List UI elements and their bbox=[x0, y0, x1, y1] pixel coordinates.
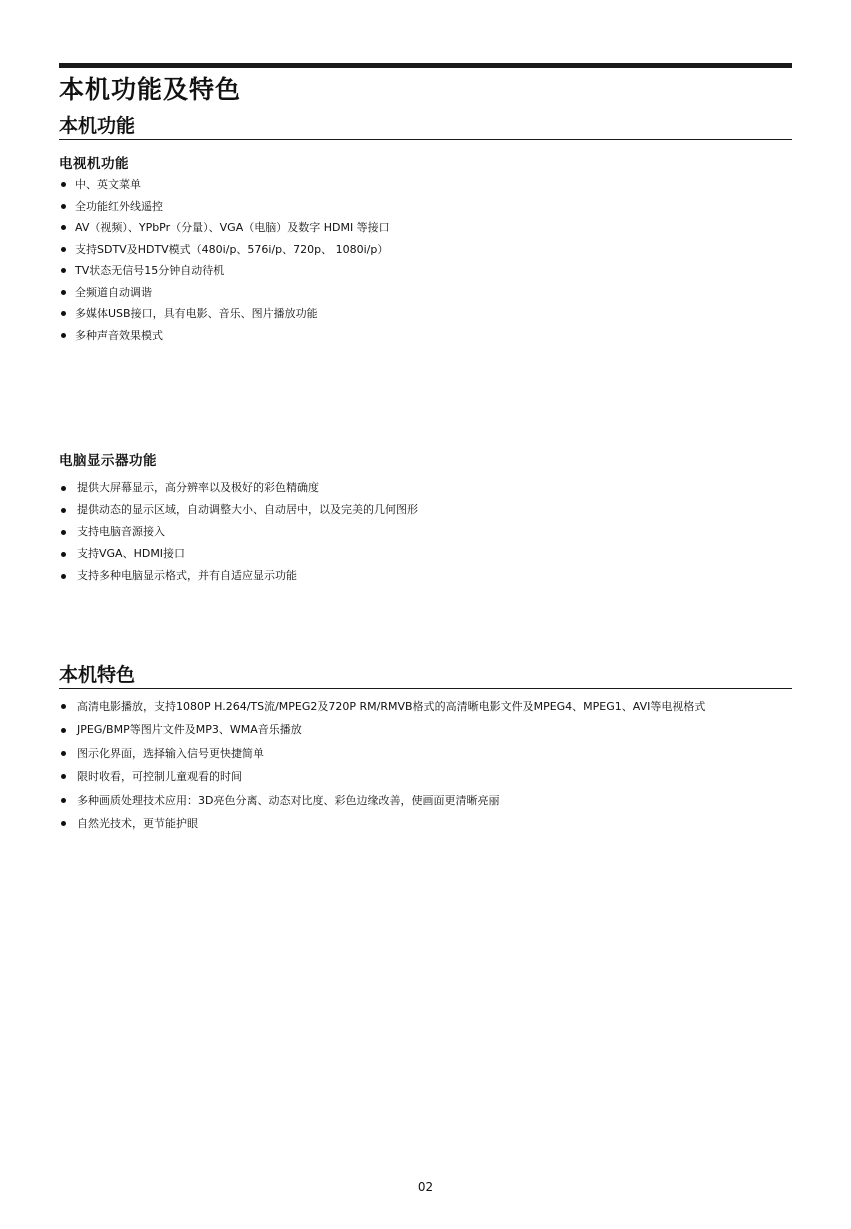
list-item bbox=[59, 695, 705, 718]
list-item-text: 限时收看，可控制儿童观看的时间 bbox=[77, 770, 242, 784]
list-item-text: 支持多种电脑显示格式，并有自适应显示功能 bbox=[77, 569, 297, 582]
sub-heading-tv-functions: 电视机功能 bbox=[59, 156, 129, 172]
list-item bbox=[59, 812, 705, 835]
list-item-text: JPEG/BMP等图片文件及MP3、WMA音乐播放 bbox=[77, 723, 302, 737]
list-item bbox=[59, 239, 390, 261]
bullet-icon bbox=[61, 204, 66, 209]
list-item bbox=[59, 521, 418, 543]
bullet-icon bbox=[61, 182, 66, 187]
list-item-text: 高清电影播放，支持1080P H.264/TS流/MPEG2及720P RM/RMVB格式的高清晰电影文件及MPEG4、MPEG1、AVI等电视格式 bbox=[77, 700, 706, 713]
list-item bbox=[59, 543, 418, 565]
list-item bbox=[59, 499, 418, 521]
feature-list bbox=[59, 695, 705, 835]
bullet-icon bbox=[61, 247, 66, 252]
list-item bbox=[59, 174, 390, 196]
list-item-text: 多种画质处理技术应用：3D亮色分离、动态对比度、彩色边缘改善，使画面更清晰亮丽 bbox=[77, 793, 500, 807]
section-heading-features: 本机特色 bbox=[59, 663, 792, 689]
list-item-text: 提供动态的显示区域，自动调整大小、自动居中，以及完美的几何图形 bbox=[77, 503, 418, 516]
list-item bbox=[59, 718, 705, 741]
bullet-icon bbox=[61, 821, 66, 826]
bullet-icon bbox=[61, 508, 66, 513]
list-item-text: 全频道自动调谐 bbox=[75, 285, 152, 299]
bullet-icon bbox=[61, 552, 66, 557]
bullet-icon bbox=[61, 290, 66, 295]
list-item bbox=[59, 196, 390, 218]
list-item-text: 支持SDTV及HDTV模式（480i/p、576i/p、720p、 1080i/p） bbox=[75, 242, 389, 256]
list-item-text: 全功能红外线遥控 bbox=[75, 199, 163, 213]
list-item bbox=[59, 217, 390, 239]
bullet-icon bbox=[61, 486, 66, 491]
tv-function-list bbox=[59, 174, 390, 346]
list-item bbox=[59, 260, 390, 282]
list-item bbox=[59, 789, 705, 812]
bullet-icon bbox=[61, 798, 66, 803]
list-item bbox=[59, 765, 705, 788]
list-item-text: 多种声音效果模式 bbox=[75, 328, 163, 342]
section-heading-functions: 本机功能 bbox=[59, 114, 792, 140]
list-item-text: 图示化界面，选择输入信号更快捷简单 bbox=[77, 746, 264, 760]
list-item-text: 自然光技术，更节能护眼 bbox=[77, 816, 198, 830]
bullet-icon bbox=[61, 728, 66, 733]
bullet-icon bbox=[61, 530, 66, 535]
list-item-text: AV（视频）、YPbPr（分量）、VGA（电脑）及数字 HDMI 等接口 bbox=[75, 221, 390, 234]
list-item-text: 支持VGA、HDMI接口 bbox=[77, 547, 186, 560]
list-item bbox=[59, 477, 418, 499]
bullet-icon bbox=[61, 225, 66, 230]
list-item-text: 多媒体USB接口，具有电影、音乐、图片播放功能 bbox=[75, 307, 318, 320]
list-item bbox=[59, 742, 705, 765]
list-item bbox=[59, 282, 390, 304]
list-item-text: TV状态无信号15分钟自动待机 bbox=[75, 264, 225, 277]
list-item-text: 提供大屏幕显示，高分辨率以及极好的彩色精确度 bbox=[77, 481, 319, 494]
list-item-text: 中、英文菜单 bbox=[75, 178, 141, 191]
bullet-icon bbox=[61, 311, 66, 316]
bullet-icon bbox=[61, 574, 66, 579]
page-title: 本机功能及特色 bbox=[59, 75, 242, 104]
bullet-icon bbox=[61, 751, 66, 756]
list-item bbox=[59, 325, 390, 347]
bullet-icon bbox=[61, 268, 66, 273]
list-item-text: 支持电脑音源接入 bbox=[77, 525, 165, 538]
pc-function-list bbox=[59, 477, 418, 587]
bullet-icon bbox=[61, 704, 66, 709]
list-item bbox=[59, 303, 390, 325]
page-number: 02 bbox=[417, 1180, 434, 1194]
list-item bbox=[59, 565, 418, 587]
top-rule bbox=[59, 63, 792, 68]
bullet-icon bbox=[61, 333, 66, 338]
bullet-icon bbox=[61, 774, 66, 779]
sub-heading-pc-functions: 电脑显示器功能 bbox=[59, 453, 157, 469]
